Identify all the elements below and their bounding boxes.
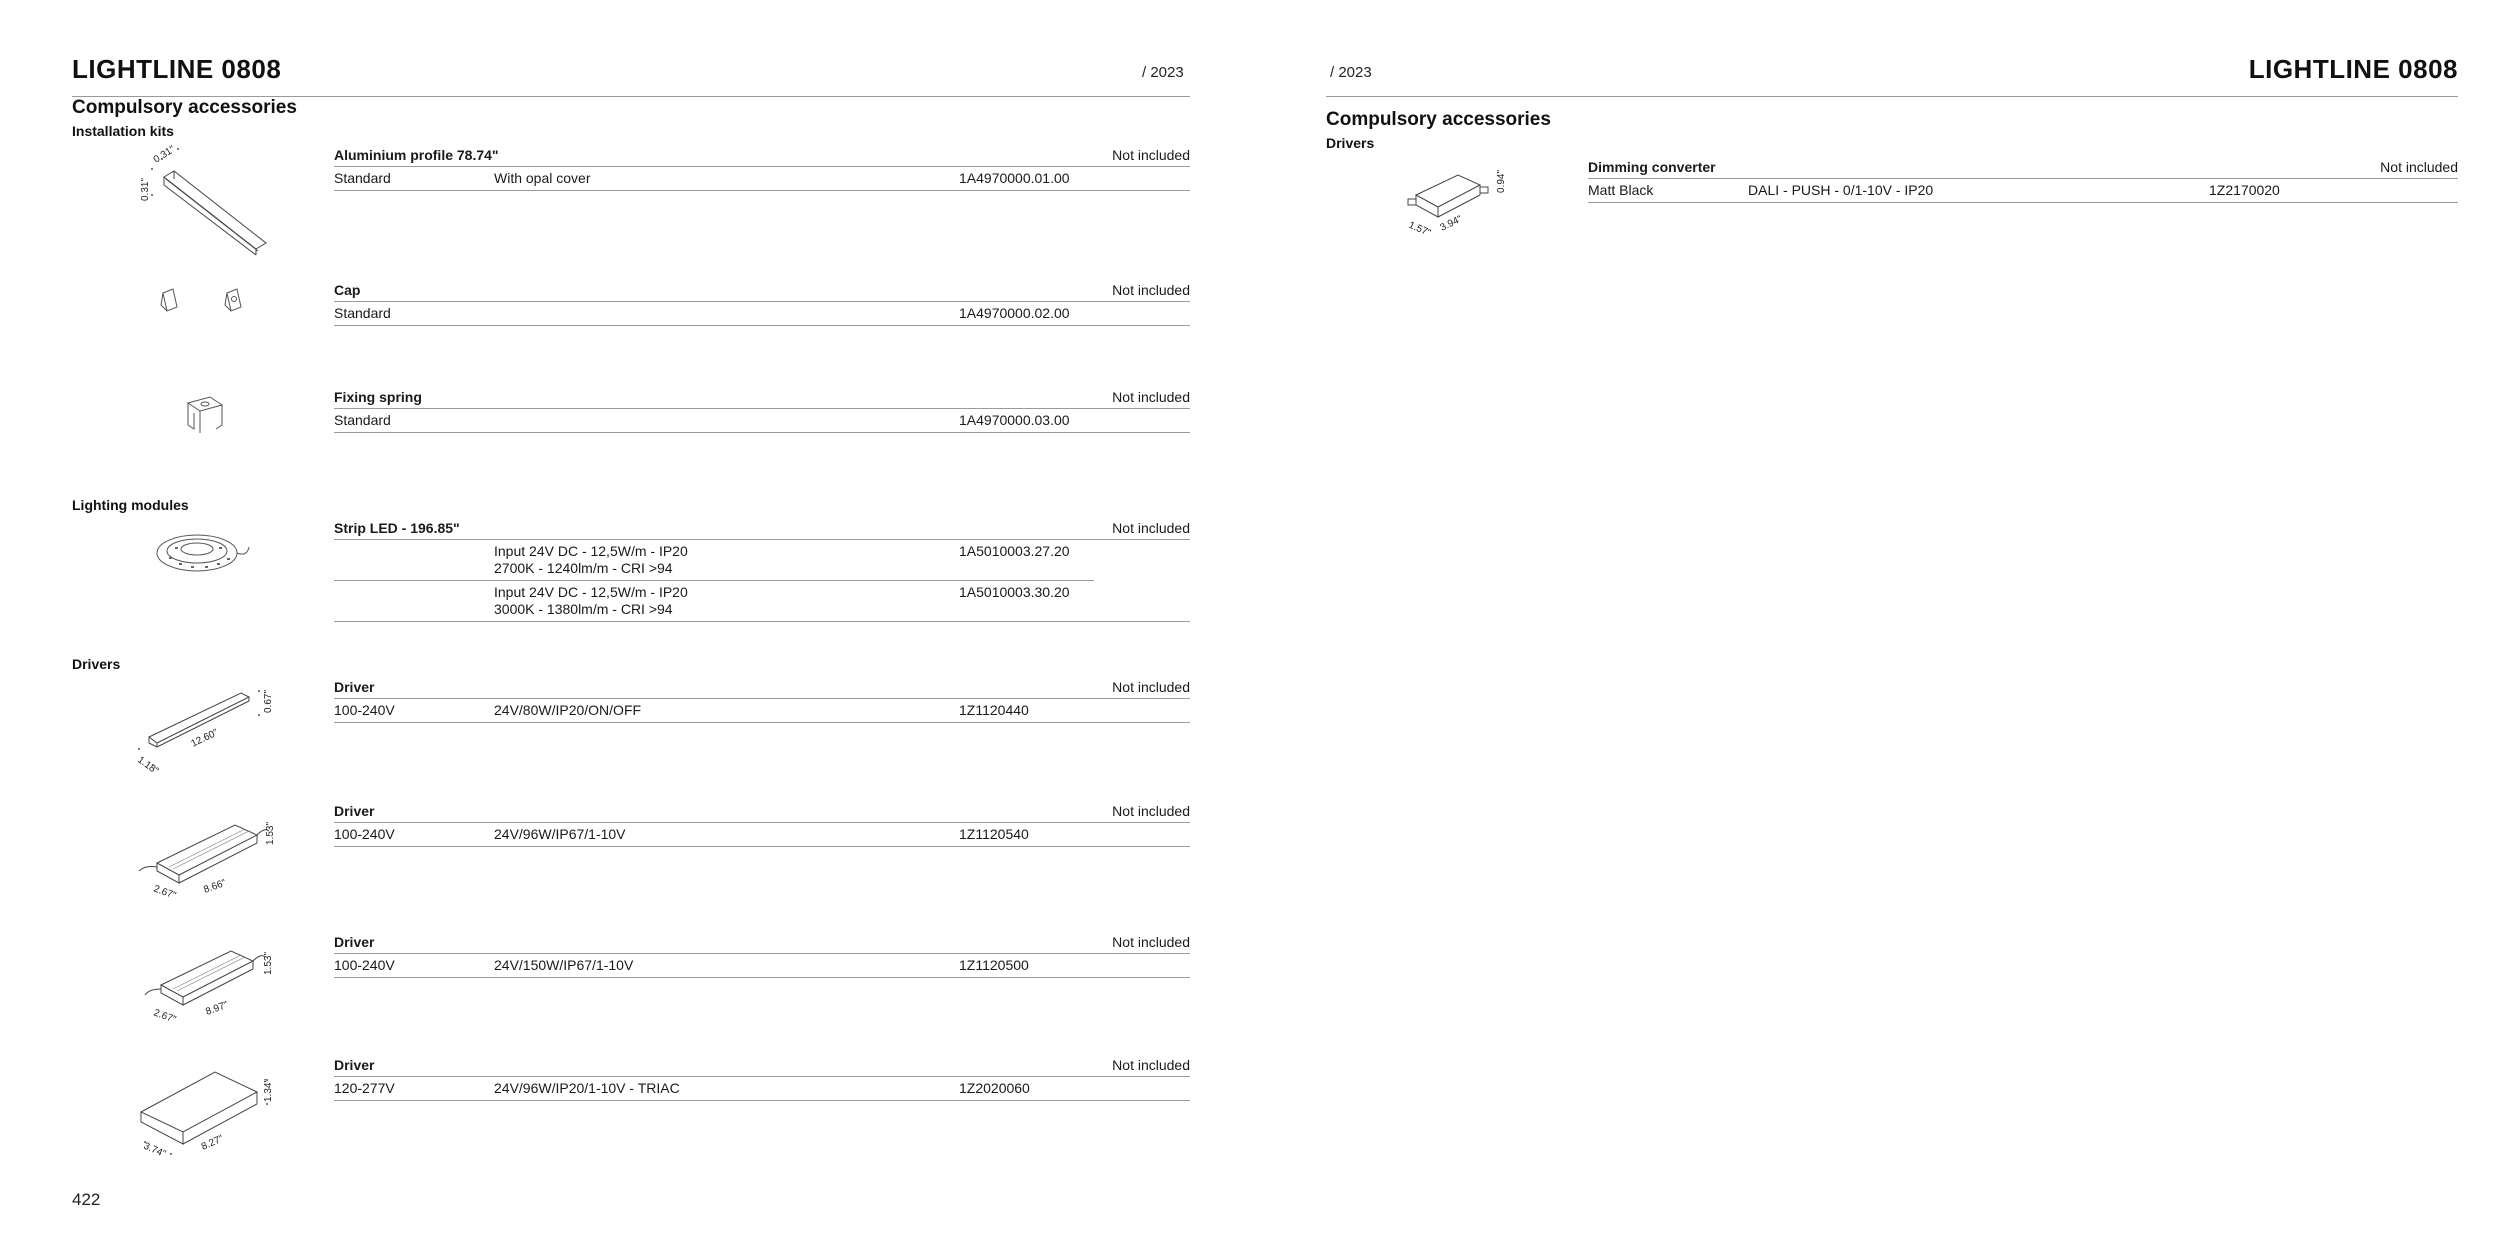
driver2-dim-height: 1.53" — [265, 821, 276, 845]
cap-icon — [155, 283, 255, 323]
driver-block — [334, 1055, 1190, 1101]
cap-finish: Standard — [334, 305, 391, 321]
table-row — [334, 823, 1190, 847]
fixing-spring-name: Fixing spring — [334, 389, 422, 405]
driver1-dim-width: 1.18" — [135, 754, 161, 777]
driver2-dim-width: 2.67" — [151, 883, 178, 902]
driver3-voltage: 100-240V — [334, 957, 395, 973]
strip-led-icon — [155, 525, 255, 580]
driver1-included: Not included — [1112, 679, 1190, 695]
driver3-code: 1Z1120500 — [959, 957, 1029, 973]
spring-code: 1A4970000.03.00 — [959, 412, 1070, 428]
converter-code: 1Z2170020 — [2209, 182, 2280, 198]
profile-finish: Standard — [334, 170, 391, 186]
driver4-code: 1Z2020060 — [959, 1080, 1030, 1096]
converter-dim-width: 1.57" — [1406, 219, 1433, 240]
strip-row2-line1: Input 24V DC - 12,5W/m - IP20 — [494, 584, 688, 600]
lighting-modules-label: Lighting modules — [72, 497, 189, 513]
strip-row1-code: 1A5010003.27.20 — [959, 543, 1070, 559]
driver4-dim-height: 1.34" — [263, 1078, 274, 1102]
driver1-dim-height: 0.67" — [263, 689, 274, 713]
driver1-dim-length: 12.60" — [189, 727, 221, 750]
dimming-converter-icon — [1400, 165, 1510, 240]
driver-150w-icon — [135, 935, 275, 1030]
driver2-spec: 24V/96W/IP67/1-10V — [494, 826, 626, 842]
table-row — [334, 581, 1190, 622]
right-header-rule — [1326, 96, 2458, 97]
table-row — [334, 1077, 1190, 1101]
drivers-label-right: Drivers — [1326, 135, 1375, 151]
driver3-included: Not included — [1112, 934, 1190, 950]
driver3-name: Driver — [334, 934, 375, 950]
converter-name: Dimming converter — [1588, 159, 1716, 175]
driver4-voltage: 120-277V — [334, 1080, 395, 1096]
drivers-label-left: Drivers — [72, 656, 121, 672]
driver2-name: Driver — [334, 803, 375, 819]
table-row — [334, 409, 1190, 433]
profile-dim-height: 0.31" — [140, 177, 151, 201]
table-row — [334, 699, 1190, 723]
left-header-title: LIGHTLINE 0808 — [72, 54, 282, 84]
driver3-spec: 24V/150W/IP67/1-10V — [494, 957, 634, 973]
converter-dim-length: 3.94" — [1438, 213, 1465, 234]
strip-row1-line2: 2700K - 1240lm/m - CRI >94 — [494, 560, 673, 576]
installation-kits-label: Installation kits — [72, 123, 174, 139]
table-row — [334, 302, 1190, 326]
strip-row2-code: 1A5010003.30.20 — [959, 584, 1070, 600]
driver-96w-ip67-icon — [135, 805, 275, 900]
driver3-dim-height: 1.53" — [263, 951, 274, 975]
converter-finish: Matt Black — [1588, 182, 1654, 198]
left-section-title: Compulsory accessories — [72, 97, 297, 118]
cap-block — [334, 280, 1190, 326]
aluminium-profile-included: Not included — [1112, 147, 1190, 163]
profile-description: With opal cover — [494, 170, 591, 186]
right-section-title: Compulsory accessories — [1326, 109, 1551, 130]
cap-name: Cap — [334, 282, 361, 298]
spring-finish: Standard — [334, 412, 391, 428]
driver-block — [334, 801, 1190, 847]
right-header-year: / 2023 — [1330, 64, 1372, 81]
driver3-dim-width: 2.67" — [151, 1007, 178, 1026]
strip-led-name: Strip LED - 196.85" — [334, 520, 460, 536]
driver4-dim-width: 3.74" — [141, 1140, 168, 1161]
driver2-included: Not included — [1112, 803, 1190, 819]
driver4-name: Driver — [334, 1057, 375, 1073]
strip-row2-line2: 3000K - 1380lm/m - CRI >94 — [494, 601, 673, 617]
page-number: 422 — [72, 1190, 101, 1209]
profile-code: 1A4970000.01.00 — [959, 170, 1070, 186]
driver-block — [334, 677, 1190, 723]
table-row — [334, 954, 1190, 978]
strip-row1-line1: Input 24V DC - 12,5W/m - IP20 — [494, 543, 688, 559]
strip-led-block — [334, 518, 1190, 622]
fixing-spring-icon — [182, 393, 232, 438]
converter-dim-height: 0.94" — [1496, 169, 1507, 193]
dimming-converter-block — [1588, 157, 2458, 203]
driver1-voltage: 100-240V — [334, 702, 395, 718]
driver1-code: 1Z1120440 — [959, 702, 1029, 718]
driver3-dim-length: 8.97" — [204, 999, 230, 1018]
table-row — [334, 540, 1094, 581]
cap-code: 1A4970000.02.00 — [959, 305, 1070, 321]
aluminium-profile-icon — [140, 144, 280, 255]
driver2-code: 1Z1120540 — [959, 826, 1029, 842]
cap-included: Not included — [1112, 282, 1190, 298]
right-header-title: LIGHTLINE 0808 — [2248, 54, 2458, 84]
converter-spec: DALI - PUSH - 0/1-10V - IP20 — [1748, 182, 1934, 198]
driver-block — [334, 932, 1190, 978]
driver4-spec: 24V/96W/IP20/1-10V - TRIAC — [494, 1080, 680, 1096]
driver2-dim-length: 8.66" — [202, 877, 228, 896]
table-row — [1588, 179, 2458, 203]
aluminium-profile-block — [334, 145, 1190, 191]
driver1-name: Driver — [334, 679, 375, 695]
driver2-voltage: 100-240V — [334, 826, 395, 842]
profile-dim-width: 0.31" — [151, 144, 178, 166]
driver-80w-icon — [135, 685, 275, 775]
aluminium-profile-name: Aluminium profile 78.74" — [334, 147, 499, 163]
table-row — [334, 167, 1190, 191]
fixing-spring-included: Not included — [1112, 389, 1190, 405]
right-page — [1250, 0, 2500, 1250]
fixing-spring-block — [334, 387, 1190, 433]
strip-led-included: Not included — [1112, 520, 1190, 536]
driver1-spec: 24V/80W/IP20/ON/OFF — [494, 702, 642, 718]
driver-triac-icon — [135, 1060, 275, 1160]
driver4-dim-length: 8.27" — [199, 1133, 226, 1153]
driver4-included: Not included — [1112, 1057, 1190, 1073]
converter-included: Not included — [2380, 159, 2458, 175]
left-header-year: / 2023 — [1142, 64, 1184, 81]
